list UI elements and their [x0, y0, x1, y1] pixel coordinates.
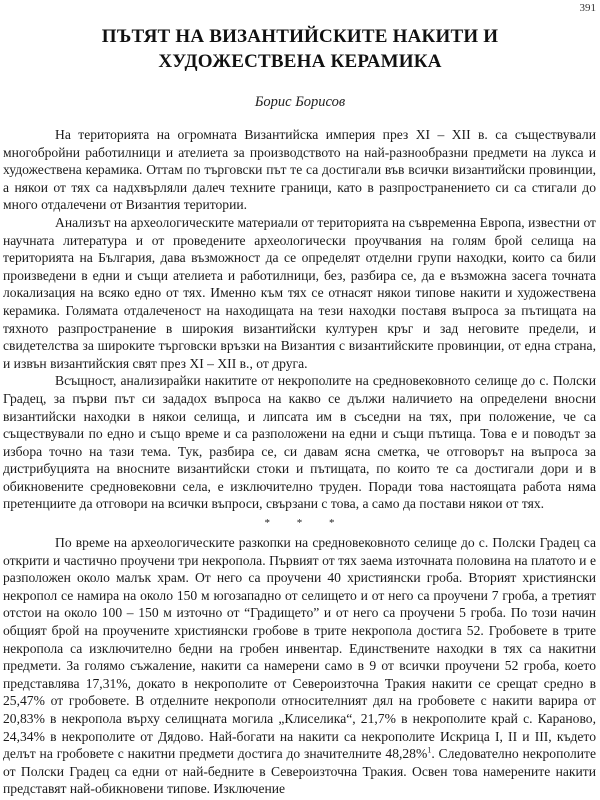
- title-line-2: ХУДОЖЕСТВЕНА КЕРАМИКА: [158, 51, 442, 72]
- paragraph-text-tail: . Следователно некрополите от Полски Градец са едни от най-бедните в Североизточна Тракия. Освен това намерените накити представят най-обикновени типове. Изключение: [3, 746, 596, 797]
- paragraph: Всъщност, анализирайки накитите от некрополите на средновековното селище до с. Полски Градец, за първи път си зададох въпроса на какво се дължи наличието на определени вносни византийски находки в някои селища, и липсата им в съседни на тях, при положение, че са съществували по едно и също време и са разположени на едни и същи пътища. Това е и поводът за избора точно на тази тема. Тук, разбира се, си давам ясна сметка, че отговорът на въпроса за дистрибуцията на вносните византийски стоки и пътищата, по които те са достигали дори и в обикновените средновековни села, е изключително труден. Поради това настоящата работа няма претенциите да отговори на всички въпроси, свързани с това, а само да постави някои от тях.: [3, 373, 596, 512]
- paragraph: На територията на огромната Византийска империя през XI – XII в. са съществували многобройни работилници и ателиета за производството на най-разнообразни предмети на лукса и художествена керамика. Оттам по търговски път те са достигали във всички византийски провинции, а някои от тях са надхвърляли далеч техните граници, като в разпространението си са стигали до много отдалечени от Византия територии.: [3, 127, 596, 213]
- paragraph: Анализът на археологическите материали от територията на съвременна Европа, известни от научната литература и от проведените археологически проучвания на голям брой селища на територията на България, дава възможност да се определят отделни групи находки, които са били произведени в едни и същи ателиета и работилници, без, разбира се, да е възможна засега точната локализация на всяко едно от тях. Именно към тях се отнасят някои типове накити и художествена керамика. Голямата отдалеченост на находищата на тези находки поставя въпроса за пътищата на тяхното разпространение в широкия византийски културен кръг и зад неговите предели, и свидетелства за широките търговски връзки на Византия с византийските провинции, от една страна, и извън византийския свят през XI – XII в., от друга.: [3, 214, 596, 371]
- title-line-1: ПЪТЯТ НА ВИЗАНТИЙСКИТЕ НАКИТИ И: [101, 26, 499, 47]
- paragraph: [3, 534, 596, 798]
- article-title: [0, 24, 600, 74]
- section-separator: * * *: [264, 517, 347, 530]
- footnote-marker[interactable]: 1: [427, 745, 432, 755]
- page-number: 391: [579, 2, 596, 14]
- article-body: [3, 126, 596, 798]
- paragraph-text: По време на археологическите разкопки на средновековното селище до с. Полски Градец са открити и частично проучени три некропола. Първият от тях заема източната половина на платото и е разположен около малък храм. От него са проучени 40 християнски гроба. Вторият християнски некропол се намира на около 150 м югозападно от селището и от него са проучени 7 гроба, а третият отстои на около 100 – 150 м източно от “Градището” и от него са проучени 5 гроба. По този начин общият брой на проучените християнски гробове в трите некропола достига 52. Гробовете в трите некропола са изключително бедни на гробен инвентар. Единствените находки в тях са накитни предмети. За голямо съжаление, накити са намерени само в 9 от всички проучени 52 гроба, което представлява 17,31%, докато в некрополите от Североизточна Тракия накити се срещат средно в 25,47% от гробовете. В отделните некрополи относителният дял на гробовете с накити варира от 20,83% в некропола върху селищната могила „Клиселика“, 21,7% в некрополите край с. Караново, 24,34% в некрополите от Дядово. Най-богати на накити са некрополите Искрица I, II и III, където делът на гробовете с накитни предмети достига до значителните 48,28%: [3, 535, 596, 762]
- author-name: Борис Борисов: [254, 94, 346, 110]
